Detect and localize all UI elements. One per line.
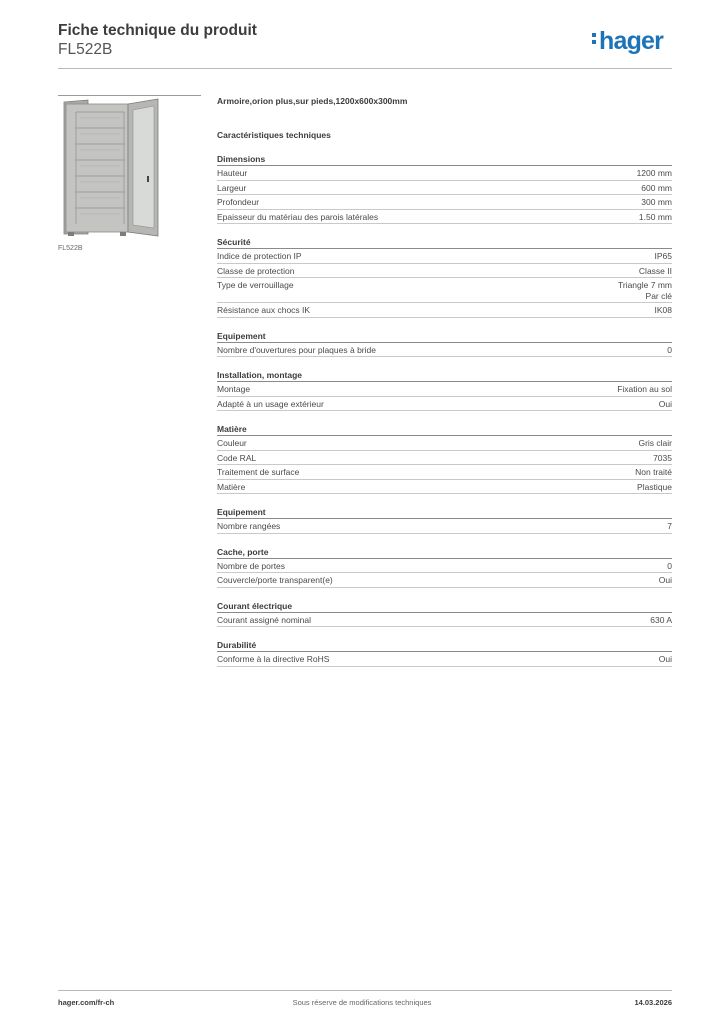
spec-value <box>639 266 672 277</box>
spec-row <box>217 436 672 451</box>
spec-row <box>217 613 672 628</box>
spec-label: Adapté à un usage extérieur <box>217 398 324 409</box>
spec-row <box>217 652 672 667</box>
spec-label: Couleur <box>217 438 247 448</box>
spec-row <box>217 264 672 279</box>
spec-label: Nombre d'ouvertures pour plaques à bride <box>217 344 376 355</box>
spec-section <box>217 546 672 588</box>
spec-value-line: IP65 <box>654 251 672 261</box>
product-reference: FL522B <box>58 41 113 58</box>
image-caption: FL522B <box>58 245 83 252</box>
spec-row <box>217 181 672 196</box>
spec-row <box>217 249 672 264</box>
spec-value-line: 1200 mm <box>636 168 672 178</box>
spec-value <box>650 615 672 626</box>
section-title: Dimensions <box>217 153 672 166</box>
spec-row <box>217 382 672 397</box>
spec-value-line: 1.50 mm <box>638 211 672 222</box>
spec-label: Largeur <box>217 182 247 193</box>
spec-row <box>217 166 672 181</box>
spec-value <box>641 197 672 208</box>
spec-label: Traitement de surface <box>217 467 300 477</box>
spec-row <box>217 210 672 225</box>
spec-value-line: Oui <box>658 654 672 664</box>
spec-row <box>217 573 672 588</box>
spec-section <box>217 369 672 411</box>
image-top-rule <box>58 95 201 96</box>
spec-label: Nombre rangées <box>217 521 281 531</box>
page-title: Fiche technique du produit <box>58 22 257 39</box>
spec-value-line: Par clé <box>645 290 672 301</box>
spec-label: Montage <box>217 384 251 394</box>
spec-row <box>217 303 672 318</box>
spec-value <box>653 453 672 464</box>
spec-label: Matière <box>217 481 246 492</box>
spec-value <box>638 438 672 449</box>
spec-label: Indice de protection IP <box>217 251 302 261</box>
spec-value-line: 600 mm <box>641 182 672 193</box>
section-title: Durabilité <box>217 639 672 652</box>
spec-value <box>667 345 672 356</box>
spec-value <box>637 168 672 179</box>
spec-value-line: Fixation au sol <box>617 384 672 394</box>
spec-label: Type de verrouillage <box>217 280 294 290</box>
logo-text: hager <box>599 27 664 55</box>
spec-row <box>217 278 672 303</box>
specification-area <box>217 96 672 667</box>
spec-value-line: 630 A <box>650 614 672 625</box>
spec-row <box>217 559 672 574</box>
spec-label: Couvercle/porte transparent(e) <box>217 575 333 585</box>
spec-value <box>659 399 672 410</box>
spec-value-line: 0 <box>667 344 672 355</box>
product-image-column <box>58 95 201 252</box>
section-title: Equipement <box>217 330 672 343</box>
footer-date: 14.03.2026 <box>634 998 672 1007</box>
spec-value <box>635 467 672 478</box>
spec-row <box>217 195 672 210</box>
spec-value <box>655 305 673 316</box>
section-title: Courant électrique <box>217 600 672 613</box>
spec-section <box>217 506 672 534</box>
spec-row <box>217 451 672 466</box>
spec-section <box>217 639 672 667</box>
section-title: Matière <box>217 423 672 436</box>
spec-value <box>667 561 672 572</box>
spec-value-line: 7035 <box>653 452 672 463</box>
spec-value-line: 0 <box>667 560 672 571</box>
spec-value-line: Gris clair <box>638 438 672 448</box>
spec-section <box>217 153 672 224</box>
section-title: Cache, porte <box>217 546 672 559</box>
spec-label: Code RAL <box>217 452 257 463</box>
spec-value-line: 7 <box>667 521 672 531</box>
spec-value-line: Oui <box>658 398 672 409</box>
product-description: Armoire,orion plus,sur pieds,1200x600x300mm <box>217 96 408 106</box>
spec-label: Conforme à la directive RoHS <box>217 654 330 664</box>
spec-value-line: Triangle 7 mm <box>617 280 672 290</box>
spec-label: Profondeur <box>217 197 260 207</box>
spec-row <box>217 343 672 358</box>
spec-value <box>641 183 672 194</box>
spec-section <box>217 423 672 494</box>
spec-section <box>217 236 672 318</box>
spec-label: Courant assigné nominal <box>217 614 312 625</box>
hager-logo <box>592 28 663 54</box>
spec-value-line: 300 mm <box>641 197 672 207</box>
spec-label: Epaisseur du matériau des parois latérales <box>217 211 379 222</box>
spec-section <box>217 600 672 628</box>
spec-label: Classe de protection <box>217 265 295 276</box>
spec-value <box>618 280 672 301</box>
logo-dots-icon <box>592 30 597 47</box>
header <box>58 22 257 59</box>
spec-value <box>617 384 672 395</box>
spec-value <box>659 575 672 586</box>
section-title: Sécurité <box>217 236 672 249</box>
section-title: Installation, montage <box>217 369 672 382</box>
spec-value-line: Classe II <box>638 265 672 276</box>
spec-label: Résistance aux chocs IK <box>217 305 311 315</box>
spec-row <box>217 519 672 534</box>
footer-disclaimer: Sous réserve de modifications techniques <box>292 998 432 1007</box>
spec-value <box>637 482 672 493</box>
footer-website[interactable]: hager.com/fr-ch <box>58 998 115 1007</box>
spec-value <box>659 654 672 665</box>
spec-row <box>217 465 672 480</box>
spec-value-line: IK08 <box>654 305 672 315</box>
footer-divider <box>58 990 672 991</box>
spec-row <box>217 480 672 495</box>
tech-characteristics-heading: Caractéristiques techniques <box>217 130 331 140</box>
spec-value-line: Non traité <box>635 467 672 477</box>
spec-label: Nombre de portes <box>217 560 286 571</box>
header-divider <box>58 68 672 69</box>
spec-value <box>667 521 672 532</box>
spec-sections <box>217 153 672 667</box>
spec-row <box>217 397 672 412</box>
spec-label: Hauteur <box>217 168 248 178</box>
spec-section <box>217 330 672 358</box>
spec-value-line: Oui <box>658 575 672 585</box>
spec-value <box>639 212 672 223</box>
spec-value <box>655 251 673 262</box>
section-title: Equipement <box>217 506 672 519</box>
spec-value-line: Plastique <box>637 481 672 492</box>
cabinet-product-image <box>58 98 201 238</box>
